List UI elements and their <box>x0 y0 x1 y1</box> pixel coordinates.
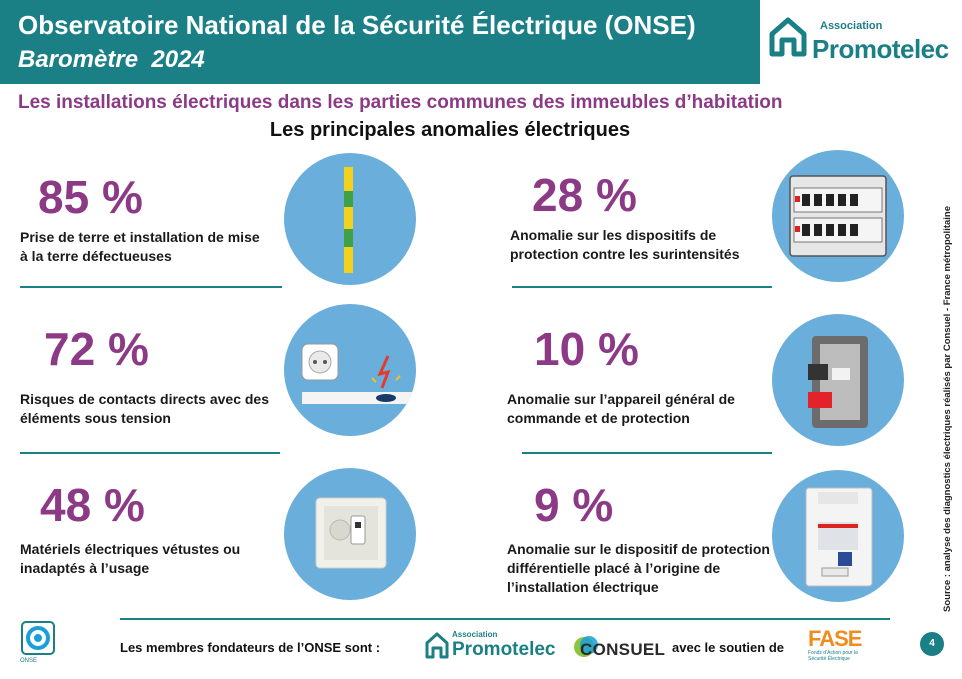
stat-desc-old: Matériels électriques vétustes ou inadaptés à l’usage <box>20 541 241 576</box>
stat-desc-overcurrent: Anomalie sur les dispositifs de protection contre les surintensités <box>510 227 740 262</box>
stat-desc-contacts: Risques de contacts directs avec des éléments sous tension <box>20 391 269 426</box>
footer-promotelec-name: Promotelec <box>452 639 556 660</box>
footer-promotelec-logo <box>424 630 562 664</box>
stat-desc-general: Anomalie sur l’appareil général de commande et de protection <box>507 391 735 426</box>
stat-desc-differential: Anomalie sur le dispositif de protection différentielle placé à l’origine de l’installation électrique <box>507 541 770 595</box>
divider <box>20 286 282 288</box>
section-title: Les principales anomalies électriques <box>269 119 631 141</box>
stat-value-general: 10 % <box>534 323 639 375</box>
breaker-panel-icon <box>772 150 904 282</box>
socket-spark-icon <box>284 304 416 436</box>
divider <box>20 452 280 454</box>
header-band <box>0 0 760 84</box>
header-title: Observatoire National de la Sécurité Électrique (ONSE) <box>18 10 696 40</box>
page-number: 4 <box>920 632 944 656</box>
main-switch-icon <box>772 314 904 446</box>
consuel-name: CONSUEL <box>580 640 666 659</box>
footer-promotelec-assoc: Association <box>452 630 498 639</box>
support-label: avec le soutien de <box>672 640 784 655</box>
stat-value-overcurrent: 28 % <box>532 169 637 221</box>
onse-logo-icon <box>20 620 56 656</box>
fase-tagline: Fonds d’Action pour la Sécurité Électrique <box>808 650 858 662</box>
differential-breaker-icon <box>772 470 904 602</box>
brand-assoc-label: Association <box>820 20 883 32</box>
source-note: Source : analyse des diagnostics électriques réalisés par Consuel - France métropolitaine <box>942 205 953 612</box>
divider <box>522 452 772 454</box>
fase-logo <box>806 628 866 672</box>
stat-value-differential: 9 % <box>534 479 614 531</box>
fase-name: FASE <box>808 626 862 651</box>
brand-name: Promotelec <box>812 34 949 64</box>
stat-desc-earth: Prise de terre et installation de mise à la terre défectueuses <box>20 229 260 264</box>
header-subtitle: Baromètre 2024 <box>18 46 205 73</box>
stat-value-earth: 85 % <box>38 171 143 223</box>
stat-value-contacts: 72 % <box>44 323 149 375</box>
old-switch-icon <box>284 468 416 600</box>
stat-value-old: 48 % <box>40 479 145 531</box>
onse-label: ONSE <box>20 658 38 664</box>
main-subtitle: Les installations électriques dans les parties communes des immeubles d’habitation <box>18 92 783 113</box>
divider <box>512 286 772 288</box>
house-icon <box>768 14 808 58</box>
founders-label: Les membres fondateurs de l’ONSE sont : <box>120 640 381 655</box>
footer-divider <box>120 618 890 620</box>
earth-wire-icon <box>284 153 416 285</box>
promotelec-logo <box>768 14 958 74</box>
house-icon <box>424 630 450 660</box>
consuel-logo <box>572 632 664 664</box>
